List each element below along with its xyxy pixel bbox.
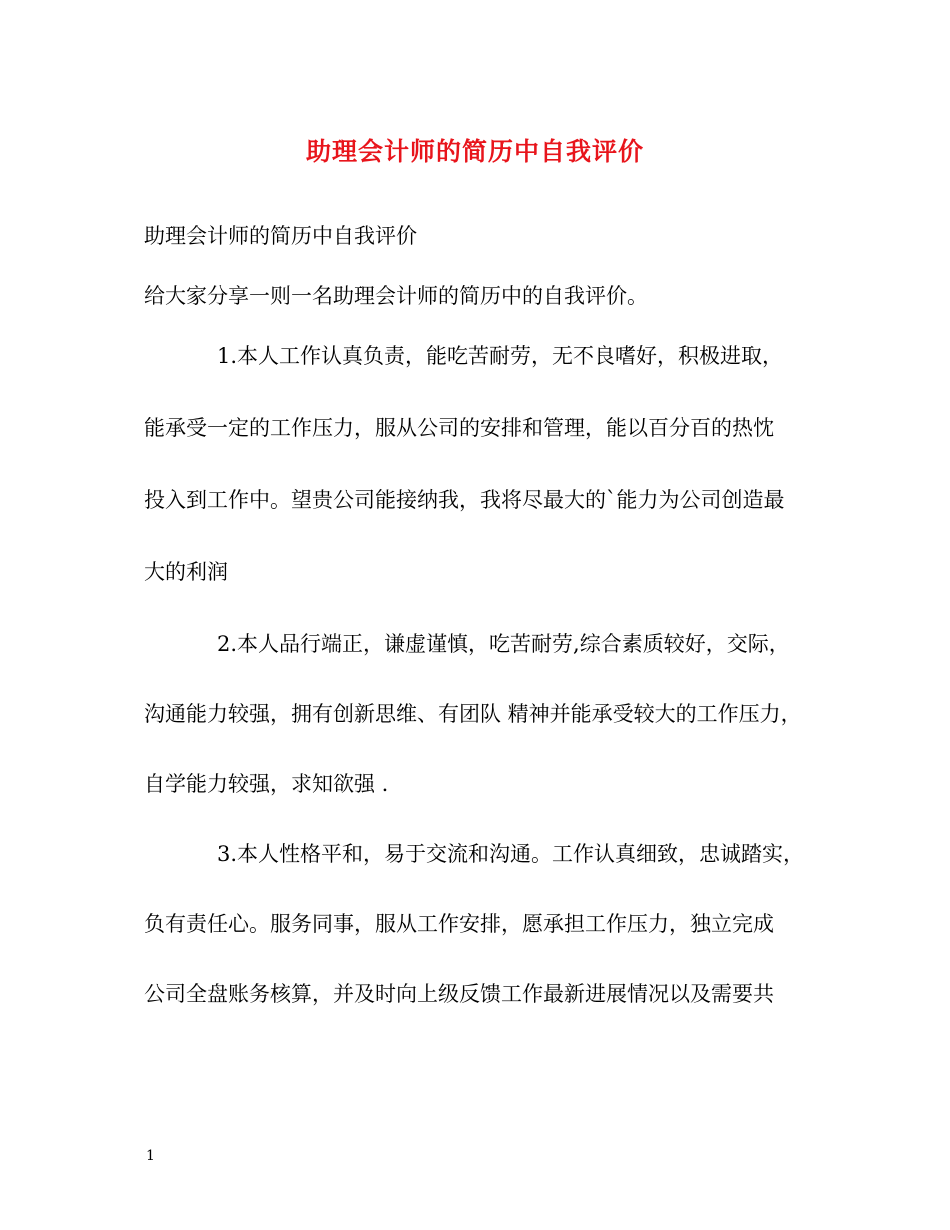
item-3-line-1: 3.本人性格平和，易于交流和沟通。工作认真细致，忠诚踏实， [217, 842, 805, 866]
item-2-line-3: 自学能力较强，求知欲强 . [144, 772, 389, 796]
document-title: 助理会计师的简历中自我评价 [305, 137, 644, 166]
item-3-line-3: 公司全盘账务核算，并及时向上级反馈工作最新进展情况以及需要共 [144, 982, 774, 1006]
item-2-line-2: 沟通能力较强，拥有创新思维、有团队 精神并能承受较大的工作压力， [144, 702, 802, 726]
item-1-line-3: 投入到工作中。望贵公司能接纳我，我将尽最大的`能力为公司创造最 [144, 488, 785, 512]
item-3-line-2: 负有责任心。服务同事，服从工作安排，愿承担工作压力，独立完成 [144, 912, 774, 936]
page-number: 1 [146, 1148, 155, 1164]
subtitle-line: 助理会计师的简历中自我评价 [144, 224, 417, 248]
intro-line: 给大家分享一则一名助理会计师的简历中的自我评价。 [144, 284, 648, 308]
item-1-line-1: 1.本人工作认真负责，能吃苦耐劳，无不良嗜好，积极进取， [217, 344, 784, 368]
item-2-line-1: 2.本人品行端正，谦虚谨慎，吃苦耐劳,综合素质较好，交际， [217, 632, 790, 656]
item-1-line-2: 能承受一定的工作压力，服从公司的安排和管理，能以百分百的热忱 [144, 416, 774, 440]
item-1-line-4: 大的利润 [144, 560, 228, 584]
